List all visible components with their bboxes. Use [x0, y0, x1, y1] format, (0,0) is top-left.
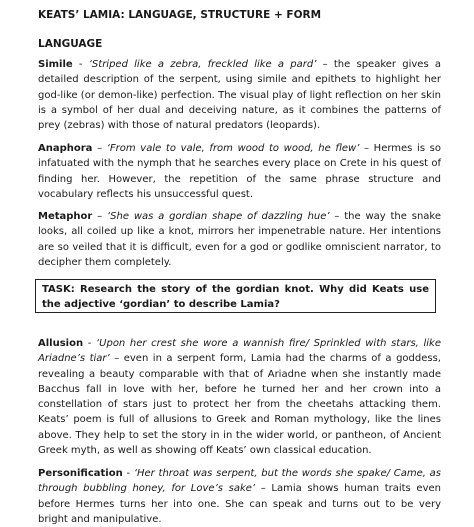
separator: - [72, 59, 89, 70]
quote-personification: ‘Her throat was serpent, but the words she spake/ Came, as through bubbling honey, for Love’s sake’ [38, 468, 441, 495]
quote-allusion: ‘Upon her crest she wore a wannish fire/ Sprinkled with stars, like Ariadne’s tiar’ [38, 338, 441, 365]
paragraph-metaphor [38, 209, 441, 270]
separator: – [92, 143, 107, 154]
term-personification: Personification [38, 468, 123, 479]
term-metaphor: Metaphor [38, 211, 93, 222]
task-box: TASK: Research the story of the gordian knot. Why did Keats use the adjective ‘gordian’ to describe Lamia? [35, 279, 436, 313]
text-simile: – the speaker gives a detailed description of the serpent, using simile and epithets to highlight her god-like (or demon-like) perfection. The visual play of light reflection on her skin is a symbol of her dual and deceiving nature, as it combines the patterns of prey (zebras) with those of natural predators (leopards). [38, 59, 442, 132]
section-heading-language: LANGUAGE [38, 38, 103, 50]
text-metaphor: – the way the snake looks, all coiled up like a knot, mirrors her impenetrable nature. Her intentions are so veiled that it is difficult, even for a god or godlike omniscient narrator, to decipher them completely. [38, 211, 441, 268]
separator: - [83, 338, 96, 349]
paragraph-simile [38, 57, 441, 133]
term-anaphora: Anaphora [38, 143, 93, 154]
quote-anaphora: ‘From vale to vale, from wood to wood, he flew’ [106, 143, 360, 154]
paragraph-anaphora [38, 141, 441, 202]
separator: - [122, 468, 134, 479]
text-allusion: – even in a serpent form, Lamia had the charms of a goddess, revealing a beauty comparable with that of Ariadne when she instantly made Bacchus fall in love with her, before he turned her and her crown into a constellation of stars just to protect her from the cheetahs attacking them. Keats’ poem is full of allusions to Greek and Roman mythology, like the lines above. They help to set the story in in the wider world, or pantheon, of Ancient Greek myth, as well as showing off Keats’ own classical education. [38, 353, 441, 457]
document-title: KEATS’ LAMIA: LANGUAGE, STRUCTURE + FORM [38, 9, 322, 21]
text-anaphora: – Hermes is so infatuated with the nymph that he searches every place on Crete in his quest of finding her. However, the repetition of the same phrase structure and vocabulary reflects his unsuccessful quest. [38, 143, 442, 200]
quote-metaphor: ‘She was a gordian shape of dazzling hue’ [106, 211, 330, 222]
text-personification: – Lamia shows human traits even before Hermes turns her into one. She can speak and turns out to be very bright and manipulative. [38, 483, 441, 525]
separator: – [92, 211, 107, 222]
paragraph-allusion [38, 336, 441, 458]
quote-simile: ‘Striped like a zebra, freckled like a pard’ [88, 59, 317, 70]
term-simile: Simile [38, 59, 73, 70]
term-allusion: Allusion [38, 338, 84, 349]
paragraph-personification [38, 466, 441, 527]
